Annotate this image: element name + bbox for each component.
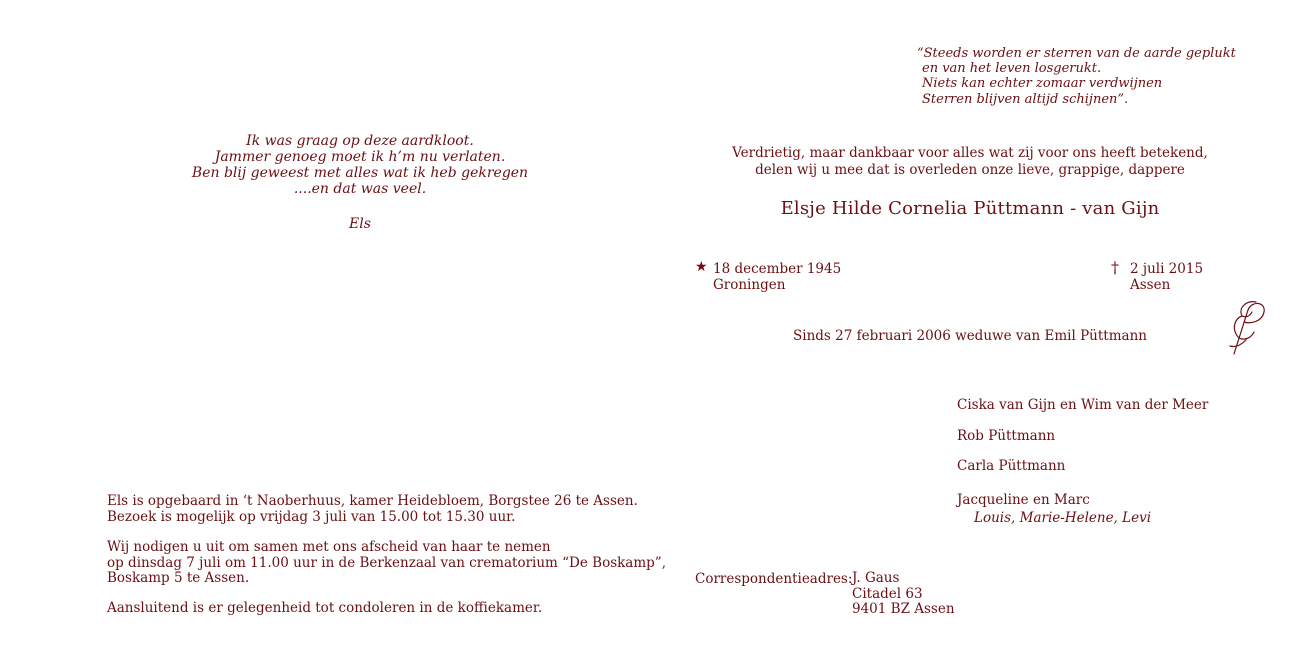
deceased-name: Elsje Hilde Cornelia Püttmann - van Gijn: [780, 198, 1160, 219]
birth-date: 18 december 1945: [713, 261, 842, 277]
condolence-info: Aansluitend is er gelegenheid tot condoleren in de koffiekamer.: [107, 600, 543, 616]
quote-line: “Steeds worden er sterren van de aarde geplukt: [917, 46, 1236, 61]
death-place: Assen: [1130, 277, 1171, 293]
quote-line: en van het leven losgerukt.: [922, 61, 1102, 77]
family-member: Carla Püttmann: [957, 458, 1066, 474]
viewing-line: Bezoek is mogelijk op vrijdag 3 juli van 15.00 tot 15.30 uur.: [107, 508, 516, 525]
farewell-line: Wij nodigen u uit om samen met ons afscheid van haar te nemen: [107, 539, 551, 555]
poem-line: Ben blij geweest met alles wat ik heb gekregen: [191, 165, 529, 181]
family-member: Ciska van Gijn en Wim van der Meer: [957, 397, 1209, 413]
monogram-ep-icon: [1226, 296, 1270, 356]
death-date: 2 juli 2015: [1130, 261, 1204, 277]
cross-icon: †: [1111, 258, 1119, 277]
birth-info: [713, 261, 841, 293]
star-icon: ★: [695, 259, 708, 275]
address-street: Citadel 63: [852, 585, 923, 602]
announcement-intro: [700, 145, 1240, 178]
family-member: Jacqueline en Marc: [957, 492, 1090, 508]
farewell-info: [107, 540, 666, 587]
address-name: J. Gaus: [852, 570, 900, 586]
correspondence-label: Correspondentieadres:: [695, 571, 853, 587]
death-info: [1130, 261, 1203, 293]
quote-line: Sterren blijven altijd schijnen”.: [922, 91, 1129, 107]
intro-line: Verdrietig, maar dankbaar voor alles wat zij voor ons heeft betekend,: [732, 145, 1208, 161]
birth-place: Groningen: [713, 277, 786, 293]
viewing-info: [107, 494, 638, 525]
farewell-line: op dinsdag 7 juli om 11.00 uur in de Berkenzaal van crematorium “De Boskamp”,: [107, 554, 666, 571]
intro-line: delen wij u mee dat is overleden onze lieve, grappige, dappere: [755, 161, 1185, 178]
farewell-line: Boskamp 5 te Assen.: [107, 570, 250, 586]
grandchildren: Louis, Marie-Helene, Levi: [974, 510, 1152, 526]
poem-line: Jammer genoeg moet ik h’m nu verlaten.: [214, 149, 506, 165]
quote: [917, 46, 1236, 107]
viewing-line: Els is opgebaard in ‘t Naoberhuus, kamer Heidebloem, Borgstee 26 te Assen.: [107, 493, 638, 509]
quote-line: Niets kan echter zomaar verdwijnen: [922, 76, 1163, 92]
widow-line: Sinds 27 februari 2006 weduwe van Emil Püttmann: [793, 328, 1147, 344]
poem: [160, 133, 560, 197]
correspondence-address: [852, 571, 955, 618]
poem-line: ....en dat was veel.: [293, 181, 427, 197]
poem-line: Ik was graag op deze aardkloot.: [246, 133, 474, 149]
address-city: 9401 BZ Assen: [852, 601, 955, 617]
family-member: Rob Püttmann: [957, 428, 1056, 444]
poem-signature: Els: [349, 216, 371, 232]
